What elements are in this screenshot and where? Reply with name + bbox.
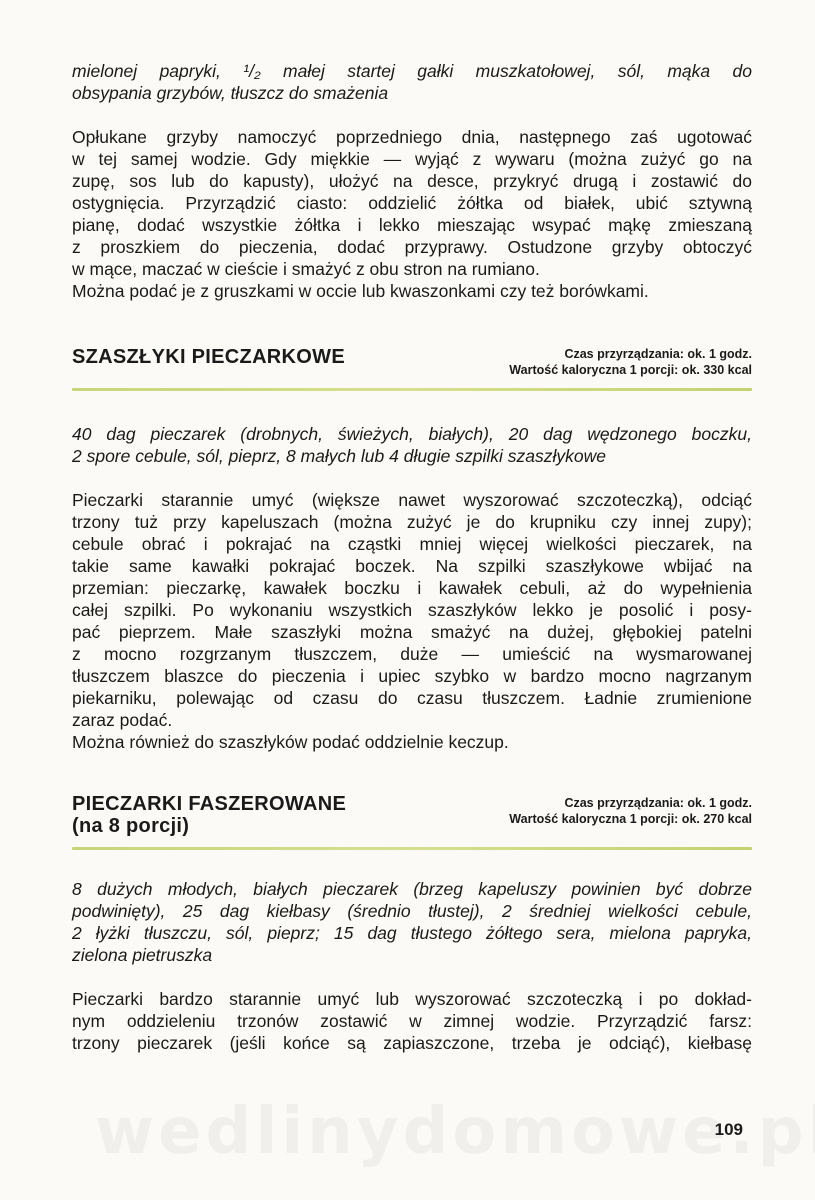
section-divider — [72, 847, 752, 850]
watermark — [95, 1095, 715, 1169]
instruction-line: zupę, sos lub do kapusty), ułożyć na desce, przykryć drugą i zostawić do — [72, 171, 752, 191]
intro-ingredients — [72, 60, 752, 104]
recipe-meta — [509, 346, 752, 378]
instruction-line: takie same kawałki pokrajać boczek. Na szpilki szaszłykowe wbijać na — [72, 556, 752, 576]
recipe-ingredients — [72, 878, 752, 966]
instruction-line: trzony tuż przy kapeluszach (można zużyć je do krupniku czy innej zupy); — [72, 512, 752, 532]
instruction-line: pać pieprzem. Małe szaszłyki można smażyć na dużej, głębokiej patelni — [72, 622, 752, 642]
ingredient-line: mielonej papryki, ¹/₂ małej startej gałki muszkatołowej, sól, mąka do — [72, 61, 752, 81]
instruction-line: w mące, maczać w cieście i smażyć z obu stron na rumiano. — [72, 259, 540, 279]
instruction-line: Pieczarki bardzo starannie umyć lub wyszorować szczoteczką i po dokład- — [72, 989, 752, 1009]
prep-time: Czas przyrządzania: ok. 1 godz. — [564, 796, 752, 810]
instruction-line: z mocno rozgrzanym tłuszczem, duże — umieścić na wysmarowanej — [72, 644, 752, 664]
ingredient-line: podwinięty), 25 dag kiełbasy (średnio tłustej), 2 średniej wielkości cebule, — [72, 901, 752, 921]
intro-instructions — [72, 126, 752, 302]
instruction-line: piekarniku, polewając od czasu do czasu tłuszczem. Ładnie zrumienione — [72, 688, 752, 708]
ingredient-line: obsypania grzybów, tłuszcz do smażenia — [72, 83, 389, 103]
ingredient-line: 2 łyżki tłuszczu, sól, pieprz; 15 dag tłustego żółtego sera, mielona papryka, — [72, 923, 752, 943]
instruction-line: tłuszczem blaszce do pieczenia i upiec szybko w bardzo mocno nagrzanym — [72, 666, 752, 686]
ingredient-line: 8 dużych młodych, białych pieczarek (brzeg kapeluszy powinien być dobrze — [72, 879, 752, 899]
recipe-header — [72, 346, 752, 386]
recipe-header — [72, 793, 752, 839]
instruction-line: ostygnięcia. Przyrządzić ciasto: oddzielić żółtka od białek, ubić sztywną — [72, 193, 752, 213]
serving-note: Można również do szaszłyków podać oddzielnie keczup. — [72, 732, 509, 752]
instruction-line: w tej samej wodzie. Gdy miękkie — wyjąć z wywaru (można zużyć go na — [72, 149, 752, 169]
recipe-ingredients — [72, 423, 752, 467]
recipe-instructions — [72, 489, 752, 753]
ingredient-line: zielona pietruszka — [72, 945, 213, 965]
instruction-line: zaraz podać. — [72, 710, 173, 730]
calories: Wartość kaloryczna 1 porcji: ok. 270 kcal — [509, 812, 752, 826]
instruction-line: z proszkiem do pieczenia, dodać przyprawy. Ostudzone grzyby obtoczyć — [72, 237, 752, 257]
instruction-line: cebule obrać i pokrajać na cząstki mniej więcej wielkości pieczarek, na — [72, 534, 752, 554]
recipe-subtitle: (na 8 porcji) — [72, 815, 190, 837]
ingredient-line: 2 spore cebule, sól, pieprz, 8 małych lub 4 długie szpilki szaszłykowe — [72, 446, 607, 466]
prep-time: Czas przyrządzania: ok. 1 godz. — [564, 347, 752, 361]
instruction-line: Pieczarki starannie umyć (większe nawet wyszorować szczoteczką), odciąć — [72, 490, 752, 510]
instruction-line: Opłukane grzyby namoczyć poprzedniego dnia, następnego zaś ugotować — [72, 127, 752, 147]
recipe-title: SZASZŁYKI PIECZARKOWE — [72, 346, 345, 368]
instruction-line: pianę, dodać wszystkie żółtka i lekko mieszając wsypać mąkę zmieszaną — [72, 215, 752, 235]
instruction-line: przemian: pieczarkę, kawałek boczku i kawałek cebuli, aż do wypełnienia — [72, 578, 752, 598]
page-content — [72, 60, 752, 1054]
serving-note: Można podać je z gruszkami w occie lub kwaszonkami czy też borówkami. — [72, 281, 649, 301]
instruction-line: nym oddzieleniu trzonów zostawić w zimnej wodzie. Przyrządzić farsz: — [72, 1011, 752, 1031]
instruction-line: całej szpilki. Po wykonaniu wszystkich szaszłyków lekko je posolić i posy- — [72, 600, 752, 620]
instruction-line: trzony pieczarek (jeśli końce są zapiaszczone, trzeba je odciąć), kiełbasę — [72, 1033, 752, 1053]
ingredient-line: 40 dag pieczarek (drobnych, świeżych, białych), 20 dag wędzonego boczku, — [72, 424, 752, 444]
page-number: 109 — [714, 1120, 743, 1139]
section-divider — [72, 388, 752, 391]
recipe-instructions — [72, 988, 752, 1054]
recipe-meta — [509, 795, 752, 827]
calories: Wartość kaloryczna 1 porcji: ok. 330 kcal — [509, 363, 752, 377]
recipe-title: PIECZARKI FASZEROWANE — [72, 793, 347, 815]
